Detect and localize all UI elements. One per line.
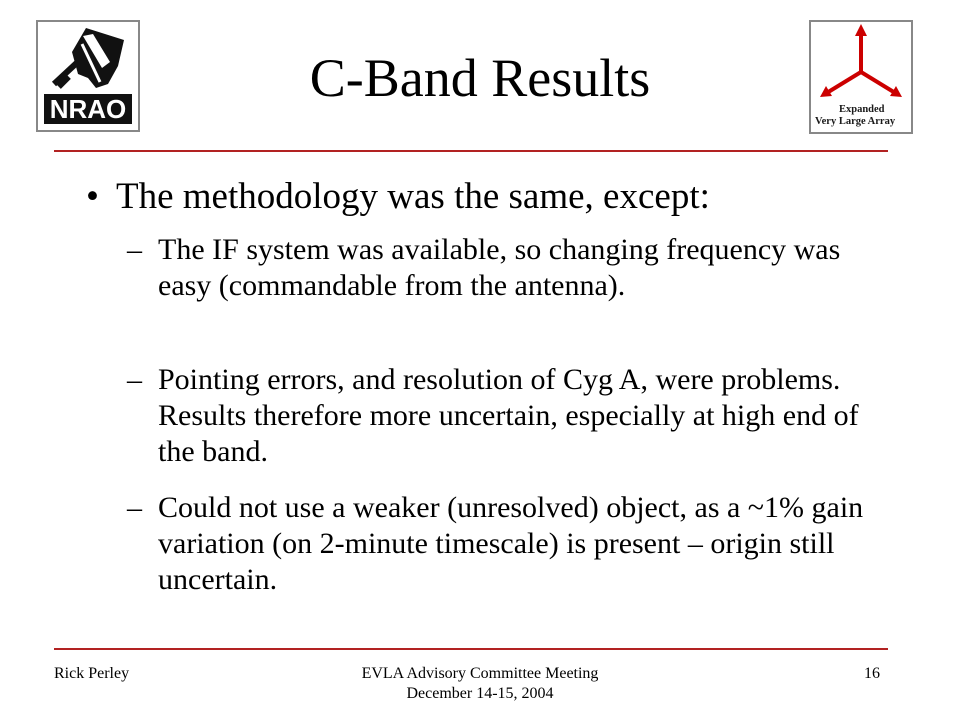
bottom-divider xyxy=(54,648,888,650)
footer-page-number: 16 xyxy=(864,665,880,682)
bullet-dot: • xyxy=(86,176,99,217)
footer-event xyxy=(280,664,680,704)
top-divider xyxy=(54,150,888,152)
evla-logo-text xyxy=(815,104,909,128)
sub-bullet-dash: – xyxy=(127,233,142,266)
sub-bullet-text: The IF system was available, so changing frequency was easy (commandable from the antenna). xyxy=(158,233,841,302)
nrao-logo-text: NRAO xyxy=(49,94,127,124)
slide-title: C-Band Results xyxy=(309,48,651,108)
nrao-logo xyxy=(36,20,140,132)
evla-logo-line2: Very Large Array xyxy=(815,116,896,127)
evla-logo-line1: Expanded xyxy=(839,104,885,115)
footer-event-name: EVLA Advisory Committee Meeting xyxy=(361,665,599,682)
sub-bullet-dash: – xyxy=(127,491,142,524)
evla-logo xyxy=(809,20,913,134)
sub-bullet-dash: – xyxy=(127,363,142,396)
nrao-logo-graphic xyxy=(38,22,138,130)
main-bullet-text: The methodology was the same, except: xyxy=(116,176,710,217)
footer-author: Rick Perley xyxy=(54,665,130,682)
evla-y-array-graphic xyxy=(811,22,911,106)
footer-event-date: December 14-15, 2004 xyxy=(406,685,554,702)
sub-bullet-text: Pointing errors, and resolution of Cyg A, were problems. Results therefore more uncertain, especially at high end of the band. xyxy=(158,363,859,468)
sub-bullet-text: Could not use a weaker (unresolved) object, as a ~1% gain variation (on 2-minute timescale) is present – origin still uncertain. xyxy=(158,491,864,596)
